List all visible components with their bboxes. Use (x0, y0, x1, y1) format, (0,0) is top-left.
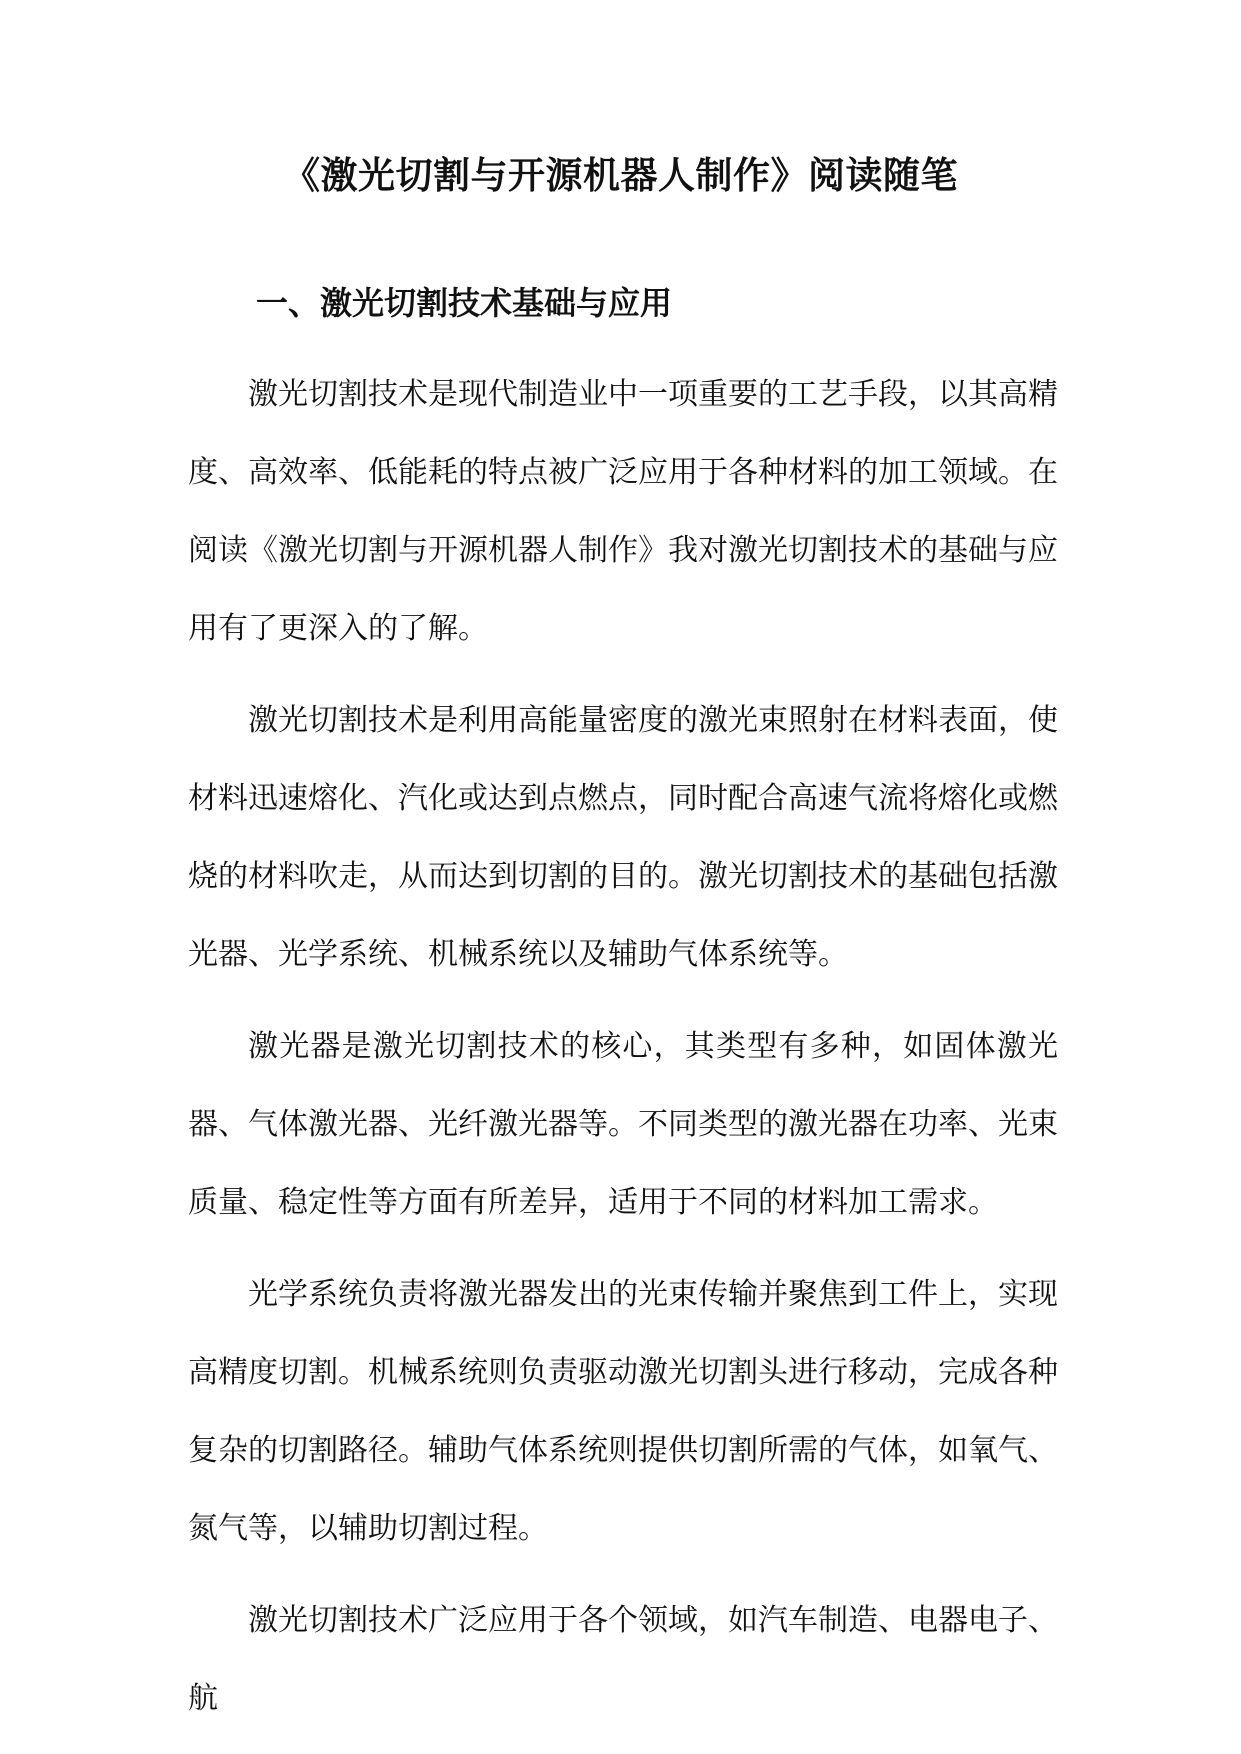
section-heading: 一、激光切割技术基础与应用 (256, 284, 673, 322)
paragraph: 激光切割技术是利用高能量密度的激光束照射在材料表面，使材料迅速熔化、汽化或达到点燃点，同时配合高速气流将熔化或燃烧的材料吹走，从而达到切割的目的。激光切割技术的基础包括激光器、光学系统、机械系统以及辅助气体系统等。 (188, 703, 1058, 972)
document-title: 《激光切割与开源机器人制作》阅读随笔 (283, 153, 958, 197)
body-text (188, 356, 1058, 1752)
paragraph: 光学系统负责将激光器发出的光束传输并聚焦到工件上，实现高精度切割。机械系统则负责驱动激光切割头进行移动，完成各种复杂的切割路径。辅助气体系统则提供切割所需的气体，如氧气、氮气等，以辅助切割过程。 (188, 1277, 1058, 1546)
paragraph: 激光切割技术是现代制造业中一项重要的工艺手段，以其高精度、高效率、低能耗的特点被广泛应用于各种材料的加工领域。在阅读《激光切割与开源机器人制作》我对激光切割技术的基础与应用有了更深入的了解。 (188, 377, 1058, 646)
paragraph: 激光切割技术广泛应用于各个领域，如汽车制造、电器电子、航 (188, 1603, 1058, 1716)
paragraph: 激光器是激光切割技术的核心，其类型有多种，如固体激光器、气体激光器、光纤激光器等。不同类型的激光器在功率、光束质量、稳定性等方面有所差异，适用于不同的材料加工需求。 (188, 1029, 1058, 1220)
